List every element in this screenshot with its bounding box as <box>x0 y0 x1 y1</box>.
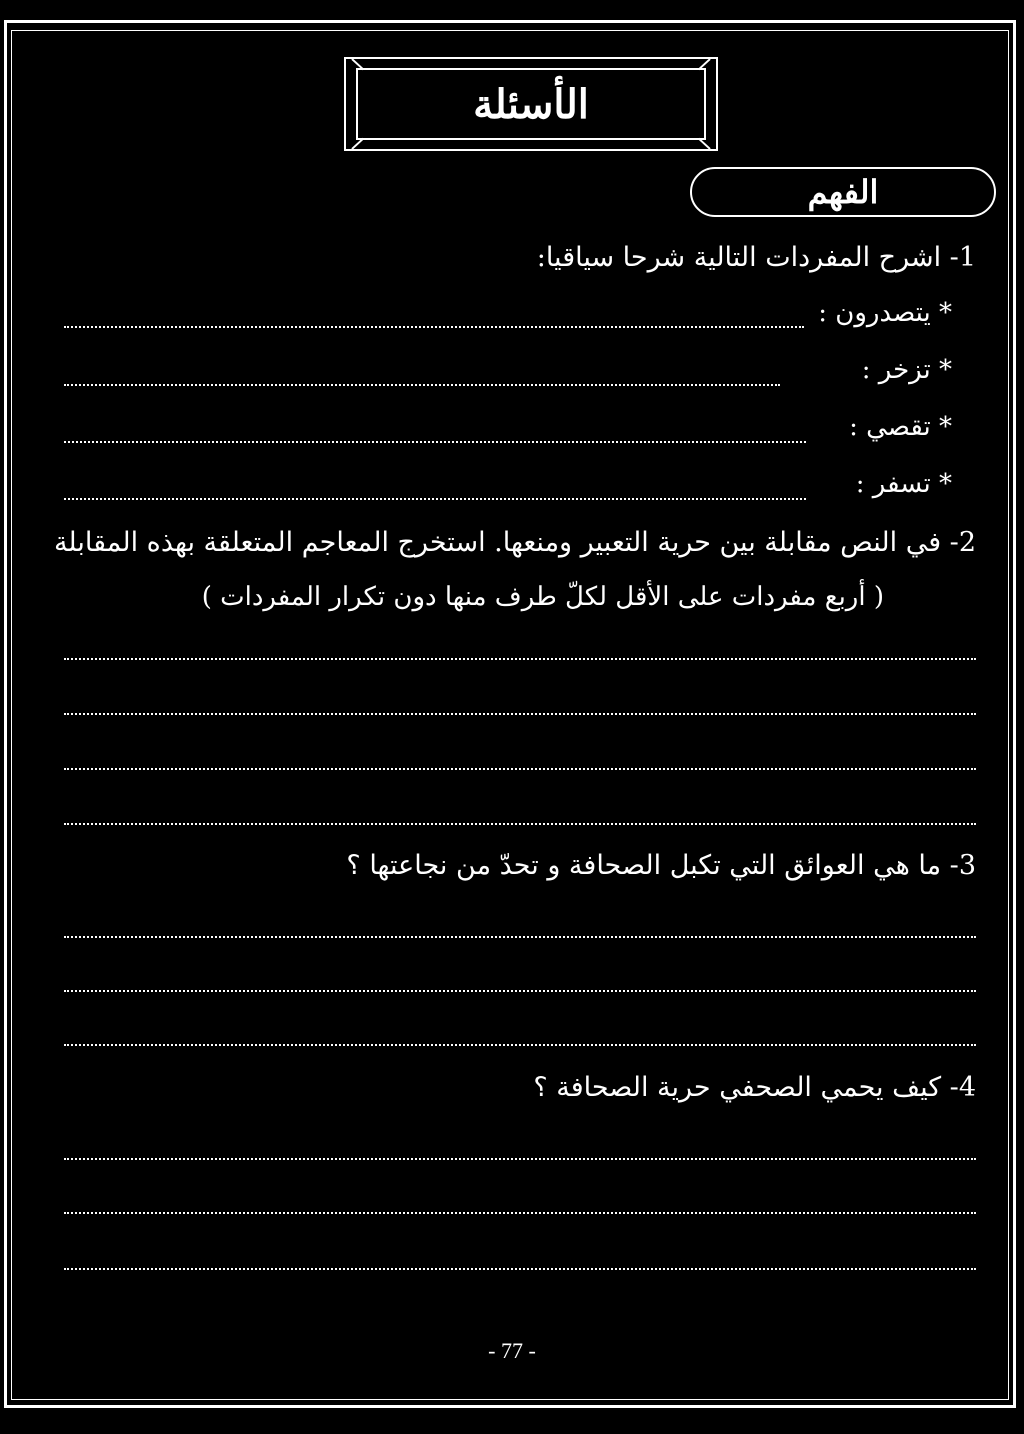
q3-answer-line-3[interactable] <box>64 1044 976 1046</box>
question-4: 4- كيف يحمي الصحفي حرية الصحافة ؟ <box>533 1072 976 1103</box>
page-frame-inner <box>11 30 1009 1400</box>
question-3: 3- ما هي العوائق التي تكبل الصحافة و تحدّ من نجاعتها ؟ <box>346 850 976 881</box>
question-2-line-2: ( أربع مفردات على الأقل لكلّ طرف منها دون تكرار المفردات ) <box>201 582 884 612</box>
q4-answer-line-1[interactable] <box>64 1158 976 1160</box>
q1-item-3-label: * تقصي : <box>849 412 952 442</box>
page-title: الأسئلة <box>473 80 589 128</box>
question-2-line-1: 2- في النص مقابلة بين حرية التعبير ومنعها. استخرج المعاجم المتعلقة بهذه المقابلة <box>53 527 976 558</box>
q1-item-1-label: * يتصدرون : <box>818 298 952 328</box>
q1-item-3-answer-line[interactable] <box>64 441 806 443</box>
q2-answer-line-2[interactable] <box>64 713 976 715</box>
q4-answer-line-3[interactable] <box>64 1268 976 1270</box>
q1-item-2-answer-line[interactable] <box>64 384 780 386</box>
q2-answer-line-3[interactable] <box>64 768 976 770</box>
q4-answer-line-2[interactable] <box>64 1212 976 1214</box>
q1-item-4-answer-line[interactable] <box>64 498 806 500</box>
question-1: 1- اشرح المفردات التالية شرحا سياقيا: <box>536 242 976 273</box>
section-title: الفهم <box>807 173 879 211</box>
title-box <box>344 57 718 151</box>
section-label <box>690 167 996 217</box>
q3-answer-line-1[interactable] <box>64 936 976 938</box>
q1-item-2-label: * تزخر : <box>861 355 952 385</box>
q2-answer-line-1[interactable] <box>64 658 976 660</box>
q1-item-1-answer-line[interactable] <box>64 326 804 328</box>
q1-item-4-label: * تسفر : <box>855 469 952 499</box>
q2-answer-line-4[interactable] <box>64 823 976 825</box>
q3-answer-line-2[interactable] <box>64 990 976 992</box>
page-number: - 77 - <box>488 1338 536 1363</box>
